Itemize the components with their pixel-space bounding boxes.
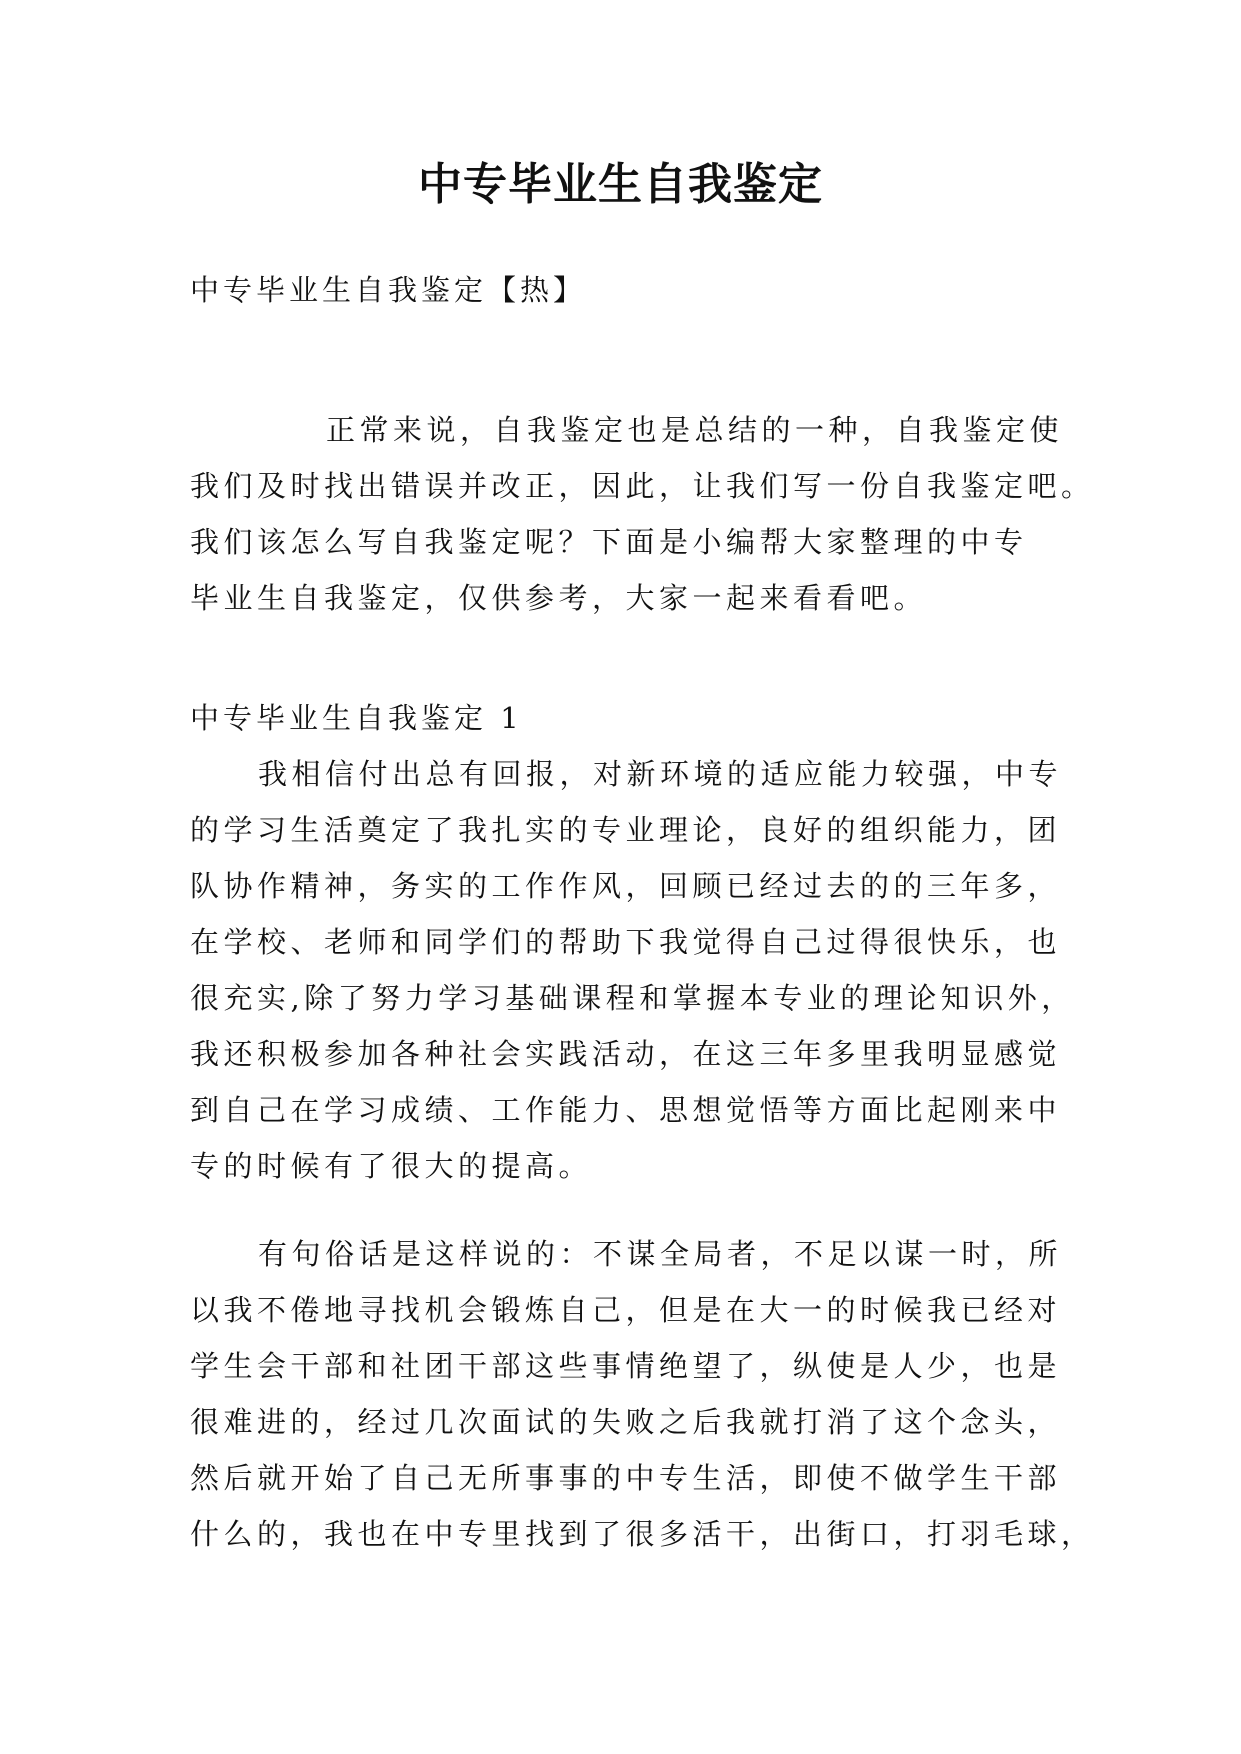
- intro-line: 毕业生自我鉴定，仅供参考，大家一起来看看吧。: [190, 581, 928, 615]
- paragraph-line: 在学校、老师和同学们的帮助下我觉得自己过得很快乐，也: [190, 925, 1062, 959]
- paragraph-line: 什么的，我也在中专里找到了很多活干，出街口，打羽毛球，: [190, 1517, 1095, 1551]
- intro-paragraph: [190, 402, 1095, 626]
- body-paragraph-1: [190, 746, 1075, 1194]
- intro-line: 正常来说，自我鉴定也是总结的一种，自我鉴定使: [326, 413, 1064, 447]
- intro-line: 我们该怎么写自我鉴定呢？下面是小编帮大家整理的中专: [190, 525, 1028, 559]
- paragraph-line: 很难进的，经过几次面试的失败之后我就打消了这个念头，: [190, 1405, 1062, 1439]
- paragraph-line: 很充实,除了努力学习基础课程和掌握本专业的理论知识外，: [190, 981, 1075, 1015]
- paragraph-line: 以我不倦地寻找机会锻炼自己，但是在大一的时候我已经对: [190, 1293, 1062, 1327]
- body-paragraph-2: [190, 1226, 1095, 1562]
- intro-line: 我们及时找出错误并改正，因此，让我们写一份自我鉴定吧。: [190, 469, 1095, 503]
- paragraph-line: 我相信付出总有回报，对新环境的适应能力较强，中专: [258, 757, 1063, 791]
- document-title: 中专毕业生自我鉴定: [418, 159, 823, 210]
- paragraph-line: 我还积极参加各种社会实践活动，在这三年多里我明显感觉: [190, 1037, 1062, 1071]
- paragraph-line: 学生会干部和社团干部这些事情绝望了，纵使是人少，也是: [190, 1349, 1062, 1383]
- section-heading: 中专毕业生自我鉴定 1: [190, 701, 523, 735]
- paragraph-line: 的学习生活奠定了我扎实的专业理论，良好的组织能力，团: [190, 813, 1062, 847]
- paragraph-line: 队协作精神，务实的工作作风，回顾已经过去的的三年多，: [190, 869, 1062, 903]
- paragraph-line: 专的时候有了很大的提高。: [190, 1149, 593, 1183]
- paragraph-line: 然后就开始了自己无所事事的中专生活，即使不做学生干部: [190, 1461, 1062, 1495]
- document-subtitle: 中专毕业生自我鉴定【热】: [190, 273, 587, 307]
- paragraph-line: 到自己在学习成绩、工作能力、思想觉悟等方面比起刚来中: [190, 1093, 1062, 1127]
- paragraph-line: 有句俗话是这样说的：不谋全局者，不足以谋一时，所: [258, 1237, 1063, 1271]
